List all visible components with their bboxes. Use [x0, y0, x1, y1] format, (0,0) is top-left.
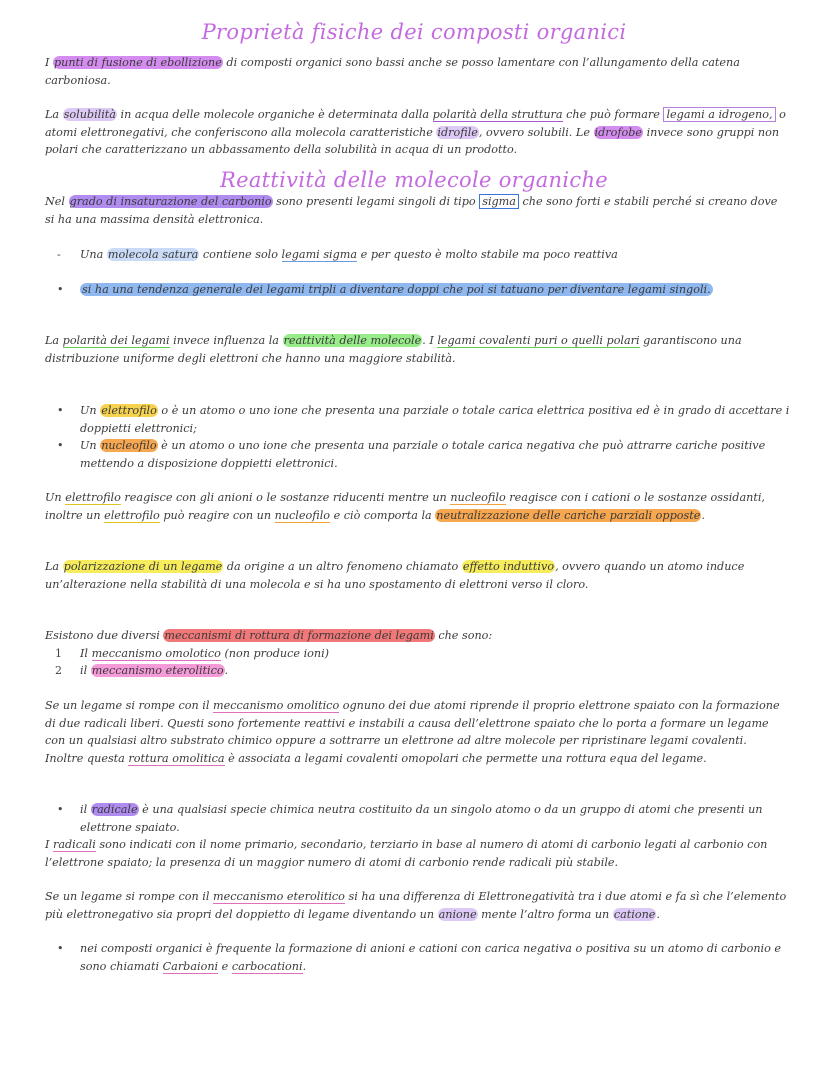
text-run: che può formare	[562, 108, 664, 121]
text-run: Una	[80, 248, 107, 261]
highlight: molecola satura	[107, 248, 199, 261]
text-run: Inoltre questa	[45, 751, 129, 765]
underline: carbocationi	[231, 959, 303, 973]
text-run: sono presenti legami singoli di tipo	[272, 195, 480, 208]
text-run: Se un legame si rompe con il	[45, 699, 214, 712]
text-run: reagisce con gli anioni o le sostanze riducenti mentre un	[120, 491, 451, 504]
text-run: è una qualsiasi specie chimica neutra costituito da un singolo atomo o da un gruppo di atomi che presenti un elettrone spaiato.	[80, 803, 763, 834]
underline: meccanismo eterolitico	[213, 890, 345, 903]
page-title: Proprietà fisiche dei composti organici	[201, 20, 627, 44]
underline: polarità della struttura	[432, 108, 563, 121]
boxed-term: sigma	[479, 194, 519, 209]
text-run: è associata a legami covalenti omopolari che permette una rottura equa del legame.	[224, 751, 707, 765]
highlight: radicale	[91, 803, 138, 816]
highlight: idrofile	[437, 125, 478, 139]
text-run: il	[80, 803, 91, 816]
underline: legami sigma	[281, 248, 358, 261]
highlight: neutralizzazione delle cariche parziali opposte	[436, 508, 701, 522]
text-run: di composti organici sono bassi anche se posso lamentare con l’allungamento della catena carboniosa.	[45, 56, 740, 87]
text-run: I	[45, 56, 53, 69]
highlight: si ha una tendenza generale dei legami tripli a diventare doppi che poi si tatuano per diventare legami singoli.	[82, 283, 711, 296]
text-run: o atomi elettronegativi, che conferiscono alla molecola caratteristiche	[45, 108, 786, 139]
paragraph-polarity	[45, 332, 790, 367]
paragraph-solubility	[45, 106, 790, 159]
text-run: .	[701, 508, 705, 522]
paragraph-melting-points	[45, 54, 790, 89]
list-item	[80, 281, 805, 299]
highlight: catione	[613, 907, 656, 921]
paragraph-radicals	[45, 836, 790, 871]
text-run: che sono forti e stabili perché si creano dove si ha una massima densità elettronica.	[45, 195, 778, 226]
underline: rottura omolitica	[128, 751, 225, 765]
list-item	[80, 801, 805, 836]
list-item	[80, 437, 805, 472]
text-run: , ovvero quando un atomo induce un’alterazione nella stabilità di una molecola e si ha uno spostamento di elettroni verso il cloro.	[45, 560, 745, 591]
text-run: Nel	[45, 195, 69, 208]
text-run: può reagire con un	[159, 508, 275, 522]
highlight: effetto induttivo	[462, 560, 555, 573]
highlight: nucleofilo	[101, 439, 157, 452]
text-run: La	[45, 334, 63, 347]
highlight: meccanismi di rottura di formazione dei legami	[164, 629, 434, 642]
text-run: Il	[80, 647, 92, 660]
list-item	[80, 940, 805, 975]
highlight: grado di insaturazione del carbonio	[69, 195, 272, 208]
text-run: La	[45, 108, 63, 121]
highlight: elettrofilo	[101, 404, 157, 417]
paragraph-homolytic	[45, 697, 790, 767]
list-bullet: •	[57, 283, 64, 296]
list-bullet: •	[57, 439, 64, 452]
underline: nucleofilo	[274, 508, 331, 522]
list-bullet: -	[57, 248, 61, 261]
text-run: il	[80, 664, 91, 677]
text-run: Un	[80, 404, 101, 417]
text-run: reagisce con i cationi o le sostanze ossidanti, inoltre un	[45, 491, 765, 522]
numbered-item	[80, 662, 780, 680]
paragraph-heterolytic	[45, 888, 790, 923]
underline: elettrofilo	[65, 491, 121, 504]
highlight: idrofobe	[594, 125, 643, 139]
text-run: e per questo è molto stabile ma poco reattiva	[357, 248, 618, 261]
text-run: (non produce ioni)	[220, 647, 330, 660]
text-run: invece influenza la	[169, 334, 283, 347]
section-title: Reattività delle molecole organiche	[220, 168, 608, 192]
text-run: .	[224, 664, 229, 677]
text-run: da origine a un altro fenomeno chiamato	[223, 560, 462, 573]
text-run: e	[218, 959, 232, 973]
list-number: 1	[55, 647, 62, 660]
text-run: garantiscono una distribuzione uniforme degli elettroni che hanno una maggiore stabilità.	[45, 334, 742, 365]
highlight: polarizzazione di un legame	[63, 560, 223, 573]
underline: legami covalenti puri o quelli polari	[437, 334, 640, 347]
underline: polarità dei legami	[62, 334, 170, 347]
boxed-term: legami a idrogeno,	[663, 107, 775, 122]
text-run: . I	[422, 334, 438, 347]
text-run: invece sono gruppi non polari che caratterizzano un abbassamento della solubilità in acqua di un prodotto.	[45, 125, 780, 156]
numbered-item	[80, 645, 780, 663]
paragraph-saturation	[45, 193, 790, 228]
highlight: anione	[438, 907, 477, 921]
text-run: mente l’altro forma un	[477, 907, 613, 921]
text-run: Esistono due diversi	[45, 629, 164, 642]
highlight: reattività delle molecole	[283, 334, 422, 347]
text-run: si ha una differenza di Elettronegatività tra i due atomi e fa sì che l’elemento più elettronegativo sia propri del doppietto di legame diventando un	[45, 890, 787, 921]
text-run: o è un atomo o uno ione che presenta una parziale o totale carica elettrica positiva ed è in grado di accettare i doppietti elettronici;	[80, 404, 790, 435]
text-run: sono indicati con il nome primario, secondario, terziario in base al numero di atomi di carbonio legati al carbonio con l’elettrone spaiato; la presenza di un maggior numero di atomi di carbonio rende radicali più stabile.	[45, 838, 768, 869]
highlight: punti di fusione di ebollizione	[53, 56, 222, 69]
paragraph-polarization	[45, 558, 790, 593]
text-run: , ovvero solubili. Le	[478, 125, 594, 139]
paragraph-electrophile	[45, 489, 790, 524]
list-bullet: •	[57, 803, 64, 816]
text-run: nei composti organici è frequente la formazione di anioni e cationi con carica negativa o positiva su un atomo di carbonio e sono chiamati	[80, 942, 782, 973]
list-number: 2	[55, 664, 62, 677]
paragraph-mechanisms	[45, 627, 790, 645]
highlight: meccanismo eterolitico	[91, 664, 224, 677]
list-bullet: •	[57, 942, 64, 955]
text-run: e ciò comporta la	[330, 508, 436, 522]
text-run: La	[45, 560, 63, 573]
list-bullet: •	[57, 404, 64, 417]
text-run: contiene solo	[199, 248, 282, 261]
underline: elettrofilo	[104, 508, 160, 522]
text-run: Un	[45, 491, 66, 504]
text-run: è un atomo o uno ione che presenta una parziale o totale carica negativa che può attrarre cariche positive mettendo a disposizione doppietti elettronici.	[80, 439, 766, 470]
text-run: che sono:	[434, 629, 493, 642]
highlight: solubilità	[63, 108, 116, 121]
text-run: .	[302, 959, 307, 973]
text-run: ognuno dei due atomi riprende il proprio elettrone spaiato con la formazione di due radicali liberi. Questi sono fortemente reattivi e instabili a causa dell’elettrone spaiato che lo porta a formare un legame con un qualsiasi altro substrato chimico oppure a sottrarre un elettrone ad altre molecole per ripristinare legami covalenti.	[45, 699, 780, 747]
underline: nucleofilo	[450, 491, 506, 504]
underline: radicali	[52, 838, 96, 851]
text-run: in acqua delle molecole organiche è determinata dalla	[116, 108, 433, 121]
underline: Carbaioni	[162, 959, 219, 973]
text-run: .	[656, 907, 660, 921]
text-run: Un	[80, 439, 101, 452]
underline: meccanismo omolitico	[213, 699, 340, 712]
list-item	[80, 402, 805, 437]
underline: meccanismo omolotico	[91, 647, 221, 660]
text-run: Se un legame si rompe con il	[45, 890, 214, 903]
text-run: I	[45, 838, 53, 851]
list-item	[80, 246, 805, 264]
